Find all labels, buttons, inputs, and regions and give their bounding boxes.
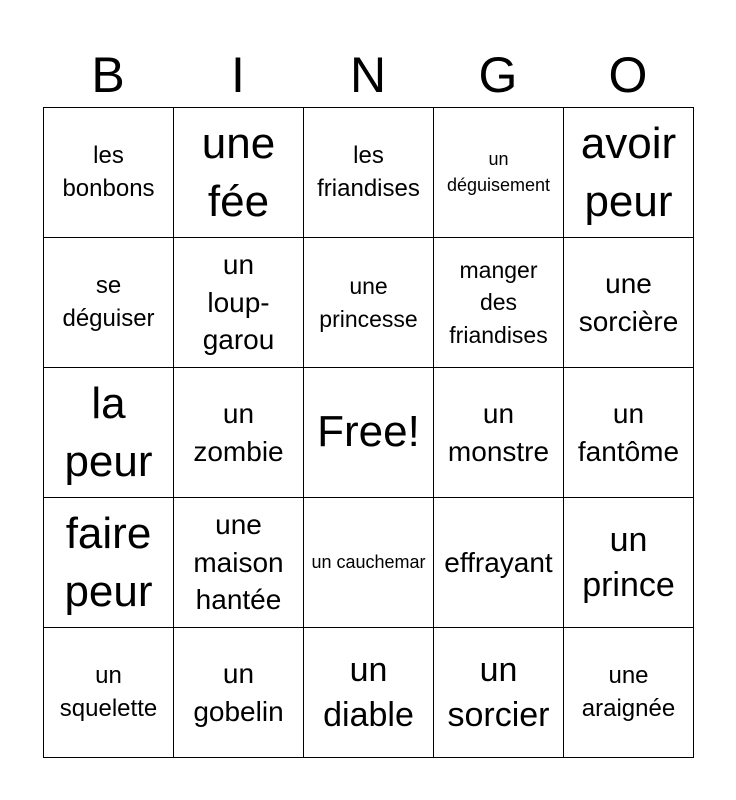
cell-text: une sorcière [578, 267, 679, 337]
bingo-cell[interactable] [434, 498, 564, 628]
cell-text: les friandises [317, 142, 420, 202]
bingo-cell[interactable] [304, 238, 434, 368]
cell-text: une araignée [581, 662, 676, 722]
bingo-cell[interactable] [434, 368, 564, 498]
cell-text: avoir peur [580, 119, 677, 226]
header-letter-g: G [478, 47, 518, 103]
cell-text: une princesse [319, 273, 418, 332]
bingo-cell[interactable] [174, 368, 304, 498]
bingo-cell[interactable] [174, 628, 304, 758]
header-letter-o: O [608, 47, 648, 103]
bingo-cell[interactable] [174, 498, 304, 628]
cell-text: un cauchemar [311, 551, 426, 572]
bingo-cell[interactable] [564, 498, 694, 628]
bingo-cell[interactable] [564, 628, 694, 758]
header-letter-n: N [349, 47, 387, 103]
bingo-board [43, 107, 694, 758]
cell-text: un sorcier [447, 651, 550, 734]
bingo-cell[interactable] [44, 108, 174, 238]
cell-text: se déguiser [62, 272, 155, 332]
cell-text: la peur [64, 379, 153, 486]
cell-text: un monstre [447, 397, 550, 467]
cell-text: une maison hantée [193, 508, 284, 616]
bingo-cell[interactable] [44, 238, 174, 368]
bingo-header [43, 44, 693, 106]
bingo-cell[interactable] [174, 108, 304, 238]
cell-text: un gobelin [193, 657, 284, 727]
cell-text: un diable [323, 651, 414, 734]
bingo-cell[interactable] [304, 498, 434, 628]
bingo-cell[interactable] [44, 628, 174, 758]
header-letter-i: I [231, 47, 245, 103]
cell-text: un zombie [193, 397, 284, 467]
cell-text: un loup-garou [202, 248, 275, 356]
cell-text: effrayant [444, 546, 553, 578]
cell-text: un prince [582, 521, 675, 604]
bingo-cell[interactable] [434, 108, 564, 238]
cell-text: un déguisement [446, 149, 551, 195]
bingo-cell[interactable] [434, 628, 564, 758]
header-letter-b: B [91, 47, 125, 103]
cell-text: manger des friandises [449, 257, 548, 348]
bingo-cell[interactable] [564, 238, 694, 368]
free-space-text: Free! [317, 407, 420, 457]
bingo-cell-free[interactable] [304, 368, 434, 498]
bingo-cell[interactable] [564, 368, 694, 498]
cell-text: les bonbons [62, 142, 155, 202]
bingo-cell[interactable] [304, 628, 434, 758]
bingo-cell[interactable] [434, 238, 564, 368]
bingo-cell[interactable] [304, 108, 434, 238]
bingo-cell[interactable] [44, 498, 174, 628]
cell-text: faire peur [64, 509, 153, 616]
cell-text: une fée [201, 119, 276, 226]
cell-text: un squelette [59, 662, 158, 722]
cell-text: un fantôme [577, 397, 680, 467]
bingo-cell[interactable] [44, 368, 174, 498]
bingo-cell[interactable] [174, 238, 304, 368]
bingo-cell[interactable] [564, 108, 694, 238]
